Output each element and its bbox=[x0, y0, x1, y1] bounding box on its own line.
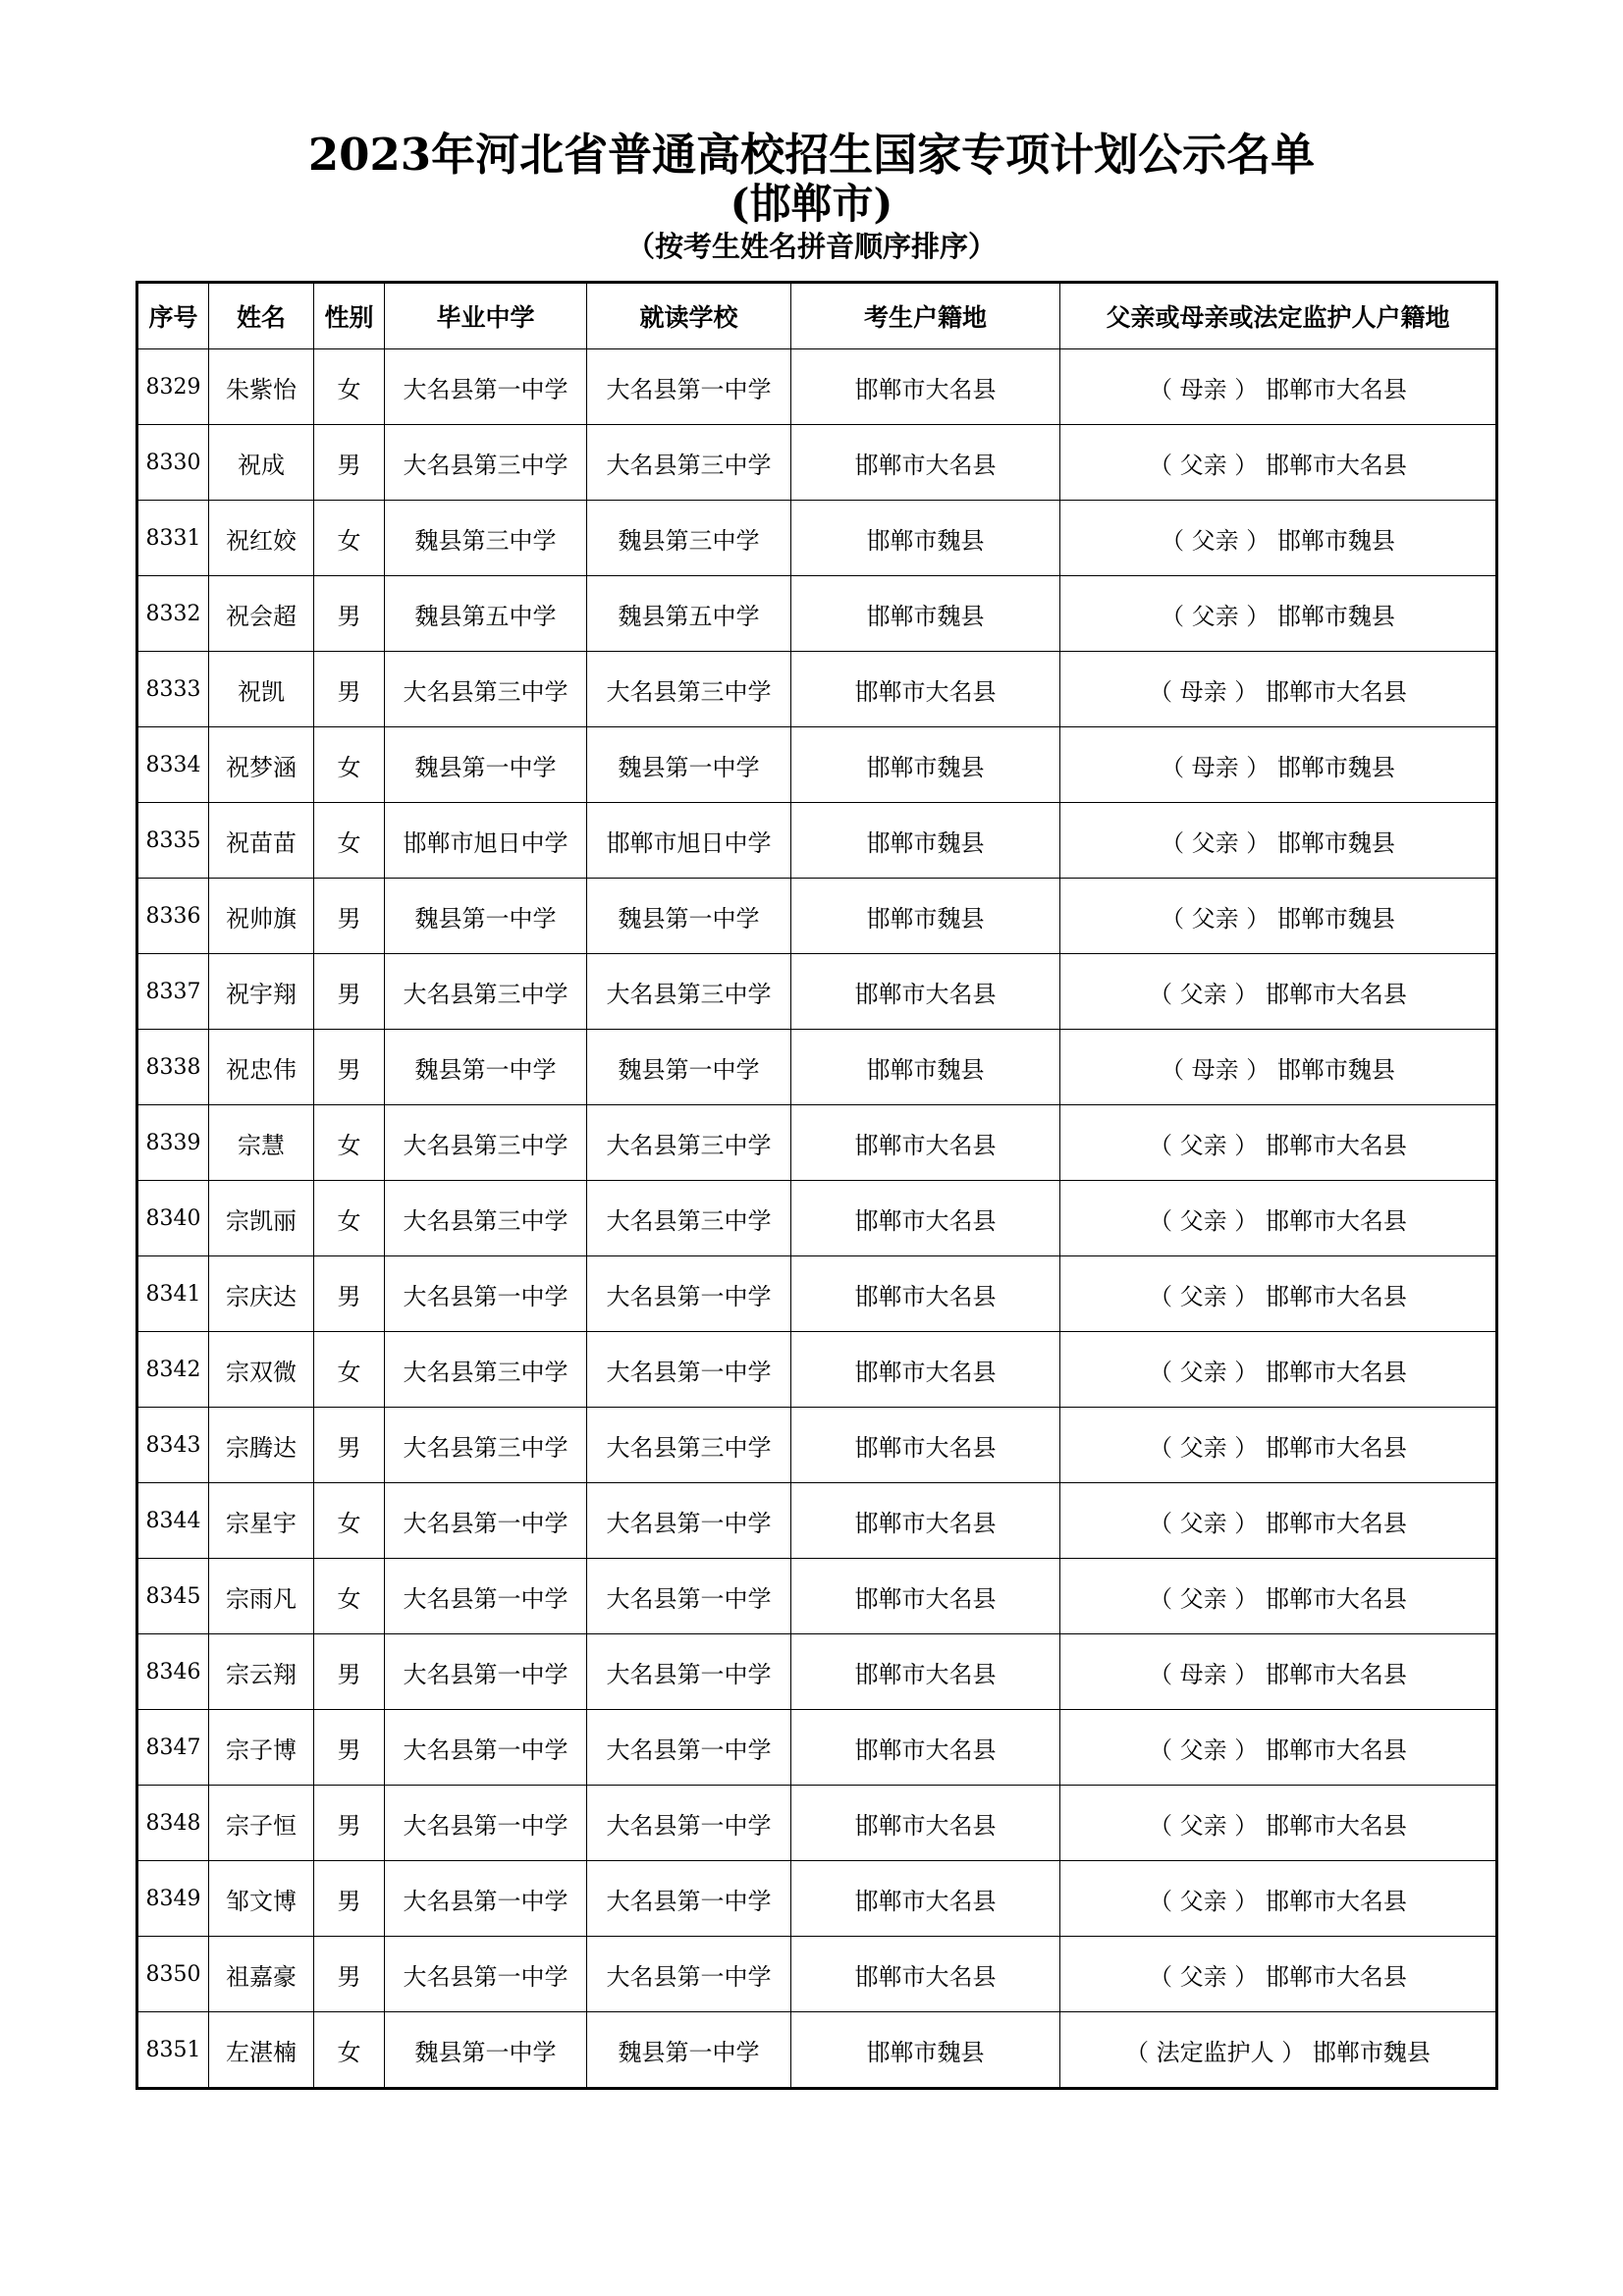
graduation-school-cell: 大名县第三中学 bbox=[385, 1105, 587, 1181]
name-cell: 祝帅旗 bbox=[209, 879, 314, 954]
serial-cell: 8351 bbox=[137, 2012, 209, 2089]
table-row bbox=[137, 1256, 1497, 1332]
name-cell: 祝成 bbox=[209, 425, 314, 501]
name-cell: 宗凯丽 bbox=[209, 1181, 314, 1256]
page-subtitle: (邯郸市) bbox=[730, 180, 893, 228]
household-cell: 邯郸市魏县 bbox=[791, 576, 1060, 652]
name-cell: 祝凯 bbox=[209, 652, 314, 727]
page-title: 2023年河北省普通高校招生国家专项计划公示名单 bbox=[307, 129, 1316, 181]
current-school-cell: 大名县第一中学 bbox=[587, 1634, 791, 1710]
household-cell: 邯郸市魏县 bbox=[791, 1030, 1060, 1105]
household-cell: 邯郸市大名县 bbox=[791, 425, 1060, 501]
current-school-cell: 大名县第一中学 bbox=[587, 1256, 791, 1332]
serial-cell: 8332 bbox=[137, 576, 209, 652]
gender-cell: 男 bbox=[314, 1937, 385, 2012]
guardian-household-cell: （ 父亲 ） 邯郸市大名县 bbox=[1060, 1105, 1497, 1181]
graduation-school-cell: 大名县第一中学 bbox=[385, 1634, 587, 1710]
table-row bbox=[137, 1559, 1497, 1634]
graduation-school-cell: 大名县第一中学 bbox=[385, 1483, 587, 1559]
graduation-school-cell: 大名县第一中学 bbox=[385, 1710, 587, 1786]
header-cell: 考生户籍地 bbox=[791, 283, 1060, 349]
household-cell: 邯郸市大名县 bbox=[791, 1332, 1060, 1408]
serial-cell: 8349 bbox=[137, 1861, 209, 1937]
current-school-cell: 大名县第一中学 bbox=[587, 1559, 791, 1634]
household-cell: 邯郸市大名县 bbox=[791, 1181, 1060, 1256]
gender-cell: 男 bbox=[314, 1710, 385, 1786]
guardian-household-cell: （ 法定监护人 ） 邯郸市魏县 bbox=[1060, 2012, 1497, 2089]
graduation-school-cell: 大名县第三中学 bbox=[385, 1181, 587, 1256]
serial-cell: 8345 bbox=[137, 1559, 209, 1634]
current-school-cell: 大名县第一中学 bbox=[587, 1937, 791, 2012]
current-school-cell: 魏县第一中学 bbox=[587, 879, 791, 954]
gender-cell: 男 bbox=[314, 1861, 385, 1937]
table-row bbox=[137, 349, 1497, 425]
name-cell: 宗慧 bbox=[209, 1105, 314, 1181]
serial-cell: 8340 bbox=[137, 1181, 209, 1256]
table-row bbox=[137, 879, 1497, 954]
current-school-cell: 大名县第一中学 bbox=[587, 349, 791, 425]
household-cell: 邯郸市大名县 bbox=[791, 1937, 1060, 2012]
graduation-school-cell: 魏县第三中学 bbox=[385, 501, 587, 576]
current-school-cell: 魏县第三中学 bbox=[587, 501, 791, 576]
serial-cell: 8331 bbox=[137, 501, 209, 576]
name-cell: 宗双微 bbox=[209, 1332, 314, 1408]
serial-cell: 8329 bbox=[137, 349, 209, 425]
graduation-school-cell: 大名县第三中学 bbox=[385, 1408, 587, 1483]
guardian-household-cell: （ 父亲 ） 邯郸市魏县 bbox=[1060, 501, 1497, 576]
guardian-household-cell: （ 父亲 ） 邯郸市大名县 bbox=[1060, 1559, 1497, 1634]
graduation-school-cell: 大名县第一中学 bbox=[385, 349, 587, 425]
serial-cell: 8346 bbox=[137, 1634, 209, 1710]
household-cell: 邯郸市大名县 bbox=[791, 1105, 1060, 1181]
sort-note: （按考生姓名拼音顺序排序） bbox=[625, 230, 997, 263]
serial-cell: 8333 bbox=[137, 652, 209, 727]
gender-cell: 男 bbox=[314, 1030, 385, 1105]
guardian-household-cell: （ 母亲 ） 邯郸市魏县 bbox=[1060, 727, 1497, 803]
serial-cell: 8330 bbox=[137, 425, 209, 501]
current-school-cell: 大名县第三中学 bbox=[587, 1181, 791, 1256]
guardian-household-cell: （ 父亲 ） 邯郸市魏县 bbox=[1060, 879, 1497, 954]
household-cell: 邯郸市魏县 bbox=[791, 2012, 1060, 2089]
current-school-cell: 魏县第一中学 bbox=[587, 727, 791, 803]
name-cell: 邹文博 bbox=[209, 1861, 314, 1937]
table-row bbox=[137, 1634, 1497, 1710]
gender-cell: 男 bbox=[314, 425, 385, 501]
household-cell: 邯郸市大名县 bbox=[791, 1861, 1060, 1937]
current-school-cell: 大名县第三中学 bbox=[587, 425, 791, 501]
table-row bbox=[137, 1332, 1497, 1408]
gender-cell: 女 bbox=[314, 803, 385, 879]
table-row bbox=[137, 1710, 1497, 1786]
graduation-school-cell: 邯郸市旭日中学 bbox=[385, 803, 587, 879]
name-cell: 宗雨凡 bbox=[209, 1559, 314, 1634]
serial-cell: 8348 bbox=[137, 1786, 209, 1861]
gender-cell: 女 bbox=[314, 1559, 385, 1634]
household-cell: 邯郸市大名县 bbox=[791, 1634, 1060, 1710]
name-cell: 宗子恒 bbox=[209, 1786, 314, 1861]
student-table bbox=[135, 281, 1498, 2090]
guardian-household-cell: （ 父亲 ） 邯郸市魏县 bbox=[1060, 576, 1497, 652]
serial-cell: 8341 bbox=[137, 1256, 209, 1332]
guardian-household-cell: （ 母亲 ） 邯郸市魏县 bbox=[1060, 1030, 1497, 1105]
guardian-household-cell: （ 母亲 ） 邯郸市大名县 bbox=[1060, 1634, 1497, 1710]
household-cell: 邯郸市大名县 bbox=[791, 1408, 1060, 1483]
guardian-household-cell: （ 父亲 ） 邯郸市大名县 bbox=[1060, 1256, 1497, 1332]
header-cell: 就读学校 bbox=[587, 283, 791, 349]
header-cell: 性别 bbox=[314, 283, 385, 349]
gender-cell: 女 bbox=[314, 1181, 385, 1256]
guardian-household-cell: （ 父亲 ） 邯郸市大名县 bbox=[1060, 1332, 1497, 1408]
graduation-school-cell: 大名县第三中学 bbox=[385, 652, 587, 727]
household-cell: 邯郸市魏县 bbox=[791, 501, 1060, 576]
household-cell: 邯郸市魏县 bbox=[791, 803, 1060, 879]
name-cell: 祖嘉豪 bbox=[209, 1937, 314, 2012]
graduation-school-cell: 大名县第一中学 bbox=[385, 1861, 587, 1937]
name-cell: 左湛楠 bbox=[209, 2012, 314, 2089]
table-row bbox=[137, 1483, 1497, 1559]
table-row bbox=[137, 1181, 1497, 1256]
gender-cell: 男 bbox=[314, 652, 385, 727]
household-cell: 邯郸市大名县 bbox=[791, 1256, 1060, 1332]
current-school-cell: 邯郸市旭日中学 bbox=[587, 803, 791, 879]
header-cell: 序号 bbox=[137, 283, 209, 349]
graduation-school-cell: 魏县第五中学 bbox=[385, 576, 587, 652]
gender-cell: 女 bbox=[314, 2012, 385, 2089]
guardian-household-cell: （ 父亲 ） 邯郸市大名县 bbox=[1060, 1483, 1497, 1559]
current-school-cell: 大名县第三中学 bbox=[587, 954, 791, 1030]
name-cell: 祝忠伟 bbox=[209, 1030, 314, 1105]
current-school-cell: 大名县第一中学 bbox=[587, 1710, 791, 1786]
household-cell: 邯郸市大名县 bbox=[791, 1786, 1060, 1861]
graduation-school-cell: 大名县第一中学 bbox=[385, 1559, 587, 1634]
serial-cell: 8347 bbox=[137, 1710, 209, 1786]
current-school-cell: 大名县第一中学 bbox=[587, 1483, 791, 1559]
gender-cell: 男 bbox=[314, 879, 385, 954]
table-row bbox=[137, 1408, 1497, 1483]
table-row bbox=[137, 1105, 1497, 1181]
table-body bbox=[137, 349, 1497, 2089]
current-school-cell: 大名县第三中学 bbox=[587, 652, 791, 727]
current-school-cell: 魏县第一中学 bbox=[587, 1030, 791, 1105]
header-cell: 父亲或母亲或法定监护人户籍地 bbox=[1060, 283, 1497, 349]
guardian-household-cell: （ 父亲 ） 邯郸市大名县 bbox=[1060, 1786, 1497, 1861]
guardian-household-cell: （ 父亲 ） 邯郸市大名县 bbox=[1060, 1937, 1497, 2012]
guardian-household-cell: （ 母亲 ） 邯郸市大名县 bbox=[1060, 349, 1497, 425]
guardian-household-cell: （ 父亲 ） 邯郸市大名县 bbox=[1060, 1181, 1497, 1256]
graduation-school-cell: 大名县第三中学 bbox=[385, 1332, 587, 1408]
table-row bbox=[137, 1030, 1497, 1105]
graduation-school-cell: 魏县第一中学 bbox=[385, 727, 587, 803]
graduation-school-cell: 大名县第三中学 bbox=[385, 425, 587, 501]
serial-cell: 8343 bbox=[137, 1408, 209, 1483]
serial-cell: 8350 bbox=[137, 1937, 209, 2012]
household-cell: 邯郸市大名县 bbox=[791, 1483, 1060, 1559]
current-school-cell: 大名县第三中学 bbox=[587, 1408, 791, 1483]
name-cell: 祝会超 bbox=[209, 576, 314, 652]
household-cell: 邯郸市魏县 bbox=[791, 879, 1060, 954]
current-school-cell: 魏县第五中学 bbox=[587, 576, 791, 652]
guardian-household-cell: （ 母亲 ） 邯郸市大名县 bbox=[1060, 652, 1497, 727]
graduation-school-cell: 大名县第一中学 bbox=[385, 1256, 587, 1332]
gender-cell: 男 bbox=[314, 954, 385, 1030]
household-cell: 邯郸市大名县 bbox=[791, 1559, 1060, 1634]
graduation-school-cell: 魏县第一中学 bbox=[385, 2012, 587, 2089]
graduation-school-cell: 大名县第一中学 bbox=[385, 1937, 587, 2012]
serial-cell: 8344 bbox=[137, 1483, 209, 1559]
table-row bbox=[137, 954, 1497, 1030]
table-row bbox=[137, 727, 1497, 803]
household-cell: 邯郸市魏县 bbox=[791, 727, 1060, 803]
current-school-cell: 大名县第一中学 bbox=[587, 1861, 791, 1937]
guardian-household-cell: （ 父亲 ） 邯郸市大名县 bbox=[1060, 1861, 1497, 1937]
gender-cell: 男 bbox=[314, 1256, 385, 1332]
graduation-school-cell: 大名县第一中学 bbox=[385, 1786, 587, 1861]
table-row bbox=[137, 576, 1497, 652]
current-school-cell: 大名县第一中学 bbox=[587, 1786, 791, 1861]
name-cell: 祝梦涵 bbox=[209, 727, 314, 803]
name-cell: 宗庆达 bbox=[209, 1256, 314, 1332]
name-cell: 祝苗苗 bbox=[209, 803, 314, 879]
gender-cell: 男 bbox=[314, 1786, 385, 1861]
serial-cell: 8338 bbox=[137, 1030, 209, 1105]
guardian-household-cell: （ 父亲 ） 邯郸市大名县 bbox=[1060, 425, 1497, 501]
serial-cell: 8337 bbox=[137, 954, 209, 1030]
gender-cell: 男 bbox=[314, 1634, 385, 1710]
current-school-cell: 大名县第三中学 bbox=[587, 1105, 791, 1181]
gender-cell: 女 bbox=[314, 1483, 385, 1559]
guardian-household-cell: （ 父亲 ） 邯郸市魏县 bbox=[1060, 803, 1497, 879]
table-row bbox=[137, 803, 1497, 879]
guardian-household-cell: （ 父亲 ） 邯郸市大名县 bbox=[1060, 1408, 1497, 1483]
current-school-cell: 魏县第一中学 bbox=[587, 2012, 791, 2089]
serial-cell: 8335 bbox=[137, 803, 209, 879]
name-cell: 宗腾达 bbox=[209, 1408, 314, 1483]
table-row bbox=[137, 1786, 1497, 1861]
gender-cell: 女 bbox=[314, 1105, 385, 1181]
gender-cell: 女 bbox=[314, 1332, 385, 1408]
gender-cell: 男 bbox=[314, 576, 385, 652]
household-cell: 邯郸市大名县 bbox=[791, 1710, 1060, 1786]
current-school-cell: 大名县第一中学 bbox=[587, 1332, 791, 1408]
header-cell: 姓名 bbox=[209, 283, 314, 349]
table-row bbox=[137, 425, 1497, 501]
name-cell: 朱紫怡 bbox=[209, 349, 314, 425]
table-row bbox=[137, 1861, 1497, 1937]
name-cell: 宗云翔 bbox=[209, 1634, 314, 1710]
serial-cell: 8336 bbox=[137, 879, 209, 954]
table-row bbox=[137, 1937, 1497, 2012]
household-cell: 邯郸市大名县 bbox=[791, 652, 1060, 727]
name-cell: 宗子博 bbox=[209, 1710, 314, 1786]
household-cell: 邯郸市大名县 bbox=[791, 349, 1060, 425]
graduation-school-cell: 魏县第一中学 bbox=[385, 879, 587, 954]
gender-cell: 女 bbox=[314, 727, 385, 803]
serial-cell: 8334 bbox=[137, 727, 209, 803]
graduation-school-cell: 魏县第一中学 bbox=[385, 1030, 587, 1105]
table-row bbox=[137, 652, 1497, 727]
guardian-household-cell: （ 父亲 ） 邯郸市大名县 bbox=[1060, 954, 1497, 1030]
table-row bbox=[137, 501, 1497, 576]
header-cell: 毕业中学 bbox=[385, 283, 587, 349]
gender-cell: 男 bbox=[314, 1408, 385, 1483]
gender-cell: 女 bbox=[314, 349, 385, 425]
name-cell: 祝宇翔 bbox=[209, 954, 314, 1030]
household-cell: 邯郸市大名县 bbox=[791, 954, 1060, 1030]
serial-cell: 8342 bbox=[137, 1332, 209, 1408]
serial-cell: 8339 bbox=[137, 1105, 209, 1181]
graduation-school-cell: 大名县第三中学 bbox=[385, 954, 587, 1030]
name-cell: 祝红姣 bbox=[209, 501, 314, 576]
gender-cell: 女 bbox=[314, 501, 385, 576]
name-cell: 宗星宇 bbox=[209, 1483, 314, 1559]
table-row bbox=[137, 2012, 1497, 2089]
table-header-row bbox=[137, 283, 1497, 349]
guardian-household-cell: （ 父亲 ） 邯郸市大名县 bbox=[1060, 1710, 1497, 1786]
